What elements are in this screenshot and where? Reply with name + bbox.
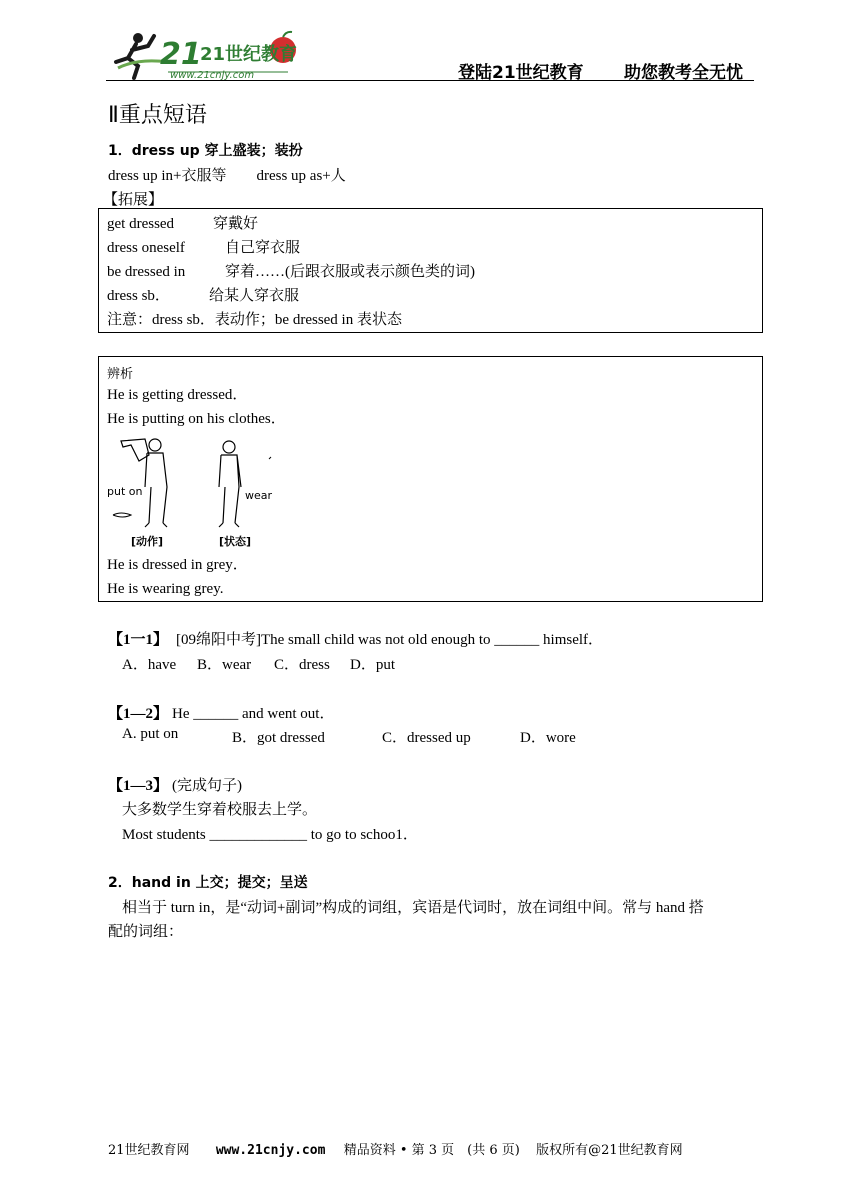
logo-title: 21世纪教育 bbox=[200, 44, 298, 65]
analysis-line: He is wearing grey. bbox=[107, 581, 224, 597]
site-logo bbox=[108, 28, 308, 84]
expand-row-en: be dressed in bbox=[107, 264, 186, 280]
footer-url[interactable]: www.21cnjy.com bbox=[215, 1143, 326, 1158]
expand-label: 【拓展】 bbox=[103, 192, 164, 208]
exercise-line: Most students _____________ to go to schoo1． bbox=[122, 827, 418, 843]
logo-number: 21 bbox=[160, 37, 202, 72]
item2-heading: 2．hand in 上交；提交；呈送 bbox=[108, 875, 308, 891]
item1-heading: 1．dress up 穿上盛装；装扮 bbox=[108, 143, 303, 159]
analysis-line: He is getting dressed． bbox=[107, 387, 248, 403]
item1-usage: dress up in+衣服等 dress up as+人 bbox=[108, 168, 346, 184]
expand-row-cn: 自己穿衣服 bbox=[225, 240, 301, 256]
exercise-stem: [09绵阳中考]The small child was not old enough to ______ himself． bbox=[176, 632, 604, 648]
figure-label-left: put on bbox=[107, 485, 143, 498]
header-slogan-left: 登陆21世纪教育 bbox=[458, 63, 584, 83]
analysis-line: He is dressed in grey． bbox=[107, 557, 248, 573]
exercise-option: A．have bbox=[122, 657, 177, 673]
analysis-line: He is putting on his clothes． bbox=[107, 411, 286, 427]
footer-copyright: 版权所有@21世纪教育网 bbox=[536, 1143, 683, 1158]
expand-row-cn: 给某人穿衣服 bbox=[209, 288, 300, 304]
expand-row-en: dress sb． bbox=[107, 288, 170, 304]
exercise-stem: He ______ and went out． bbox=[172, 706, 335, 722]
analysis-box bbox=[98, 356, 763, 602]
expand-note: 注意：dress sb．表动作；be dressed in 表状态 bbox=[107, 312, 402, 328]
exercise-tag: 【1一1】 bbox=[108, 632, 169, 648]
figure-caption-right: [状态] bbox=[219, 535, 252, 548]
exercise-option: B．got dressed bbox=[232, 730, 325, 746]
header-slogan-right: 助您教考全无忧 bbox=[624, 63, 743, 83]
page-footer bbox=[108, 1139, 683, 1158]
exercise-option: C．dressed up bbox=[382, 730, 471, 746]
expand-row-cn: 穿着……(后跟衣服或表示颜色类的词) bbox=[225, 264, 475, 280]
exercise-stem: (完成句子) bbox=[172, 778, 242, 794]
footer-site: 21世纪教育网 bbox=[108, 1143, 190, 1158]
exercise-tag: 【1—3】 bbox=[108, 778, 169, 794]
header-divider bbox=[106, 80, 754, 81]
expand-row-en: dress oneself bbox=[107, 240, 185, 256]
exercise-option: A. put on bbox=[122, 726, 179, 742]
logo-url: www.21cnjy.com bbox=[170, 70, 255, 81]
exercise-option: B．wear bbox=[197, 657, 252, 673]
figure-caption-left: [动作] bbox=[131, 535, 164, 548]
item2-paragraph-line: 配的词组： bbox=[108, 924, 184, 940]
exercise-option: D．wore bbox=[520, 730, 576, 746]
expand-row-en: get dressed bbox=[107, 216, 175, 232]
exercise-tag: 【1—2】 bbox=[108, 706, 169, 722]
footer-page-info: 精品资料 • 第 3 页 (共 6 页) bbox=[343, 1143, 520, 1158]
expand-box bbox=[98, 208, 763, 333]
section-title: Ⅱ重点短语 bbox=[108, 103, 207, 128]
figure-label-right: wear bbox=[245, 489, 273, 502]
exercise-option: C．dress bbox=[274, 657, 330, 673]
analysis-label: 辨析 bbox=[107, 366, 134, 381]
expand-row-cn: 穿戴好 bbox=[213, 216, 259, 232]
exercise-line: 大多数学生穿着校服去上学。 bbox=[122, 802, 318, 818]
item2-paragraph-line: 相当于 turn in，是“动词+副词”构成的词组，宾语是代词时，放在词组中间。常与 hand 搭 bbox=[122, 900, 704, 916]
exercise-option: D．put bbox=[350, 657, 396, 673]
